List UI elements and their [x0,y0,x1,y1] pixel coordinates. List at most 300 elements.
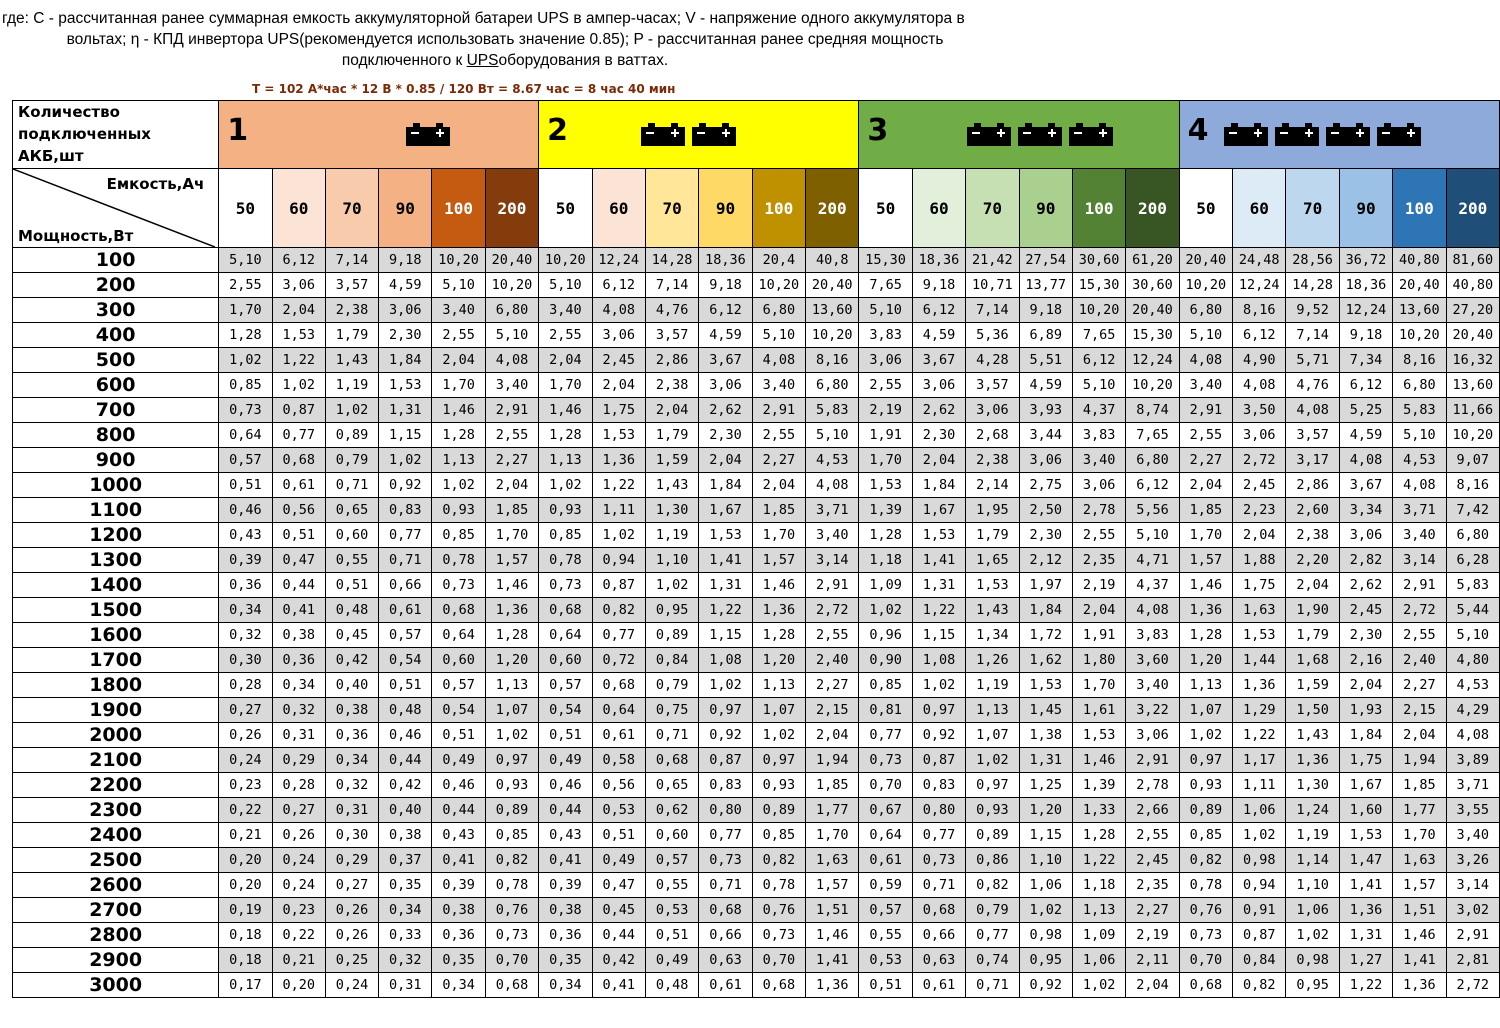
runtime-cell: 1,28 [539,423,592,448]
runtime-cell: 15,30 [859,248,912,273]
runtime-cell: 3,17 [1286,448,1339,473]
runtime-cell: 1,65 [966,548,1019,573]
runtime-cell: 0,68 [1179,973,1232,998]
runtime-cell: 3,06 [699,373,752,398]
runtime-cell: 3,22 [1126,698,1179,723]
runtime-cell: 1,19 [645,523,698,548]
runtime-cell: 6,80 [1446,523,1499,548]
runtime-cell: 0,73 [539,573,592,598]
runtime-cell: 0,57 [379,623,432,648]
table-row [13,948,1500,973]
runtime-cell: 3,06 [859,348,912,373]
runtime-cell: 2,23 [1233,498,1286,523]
runtime-cell: 0,21 [272,948,325,973]
table-row [13,973,1500,998]
runtime-cell: 12,24 [1339,298,1392,323]
runtime-cell: 1,14 [1286,848,1339,873]
runtime-cell: 0,74 [966,948,1019,973]
runtime-cell: 0,35 [539,948,592,973]
runtime-cell: 1,70 [485,523,538,548]
runtime-cell: 1,08 [699,648,752,673]
runtime-cell: 1,13 [966,698,1019,723]
runtime-cell: 0,68 [539,598,592,623]
runtime-cell: 1,91 [859,423,912,448]
runtime-cell: 27,54 [1019,248,1072,273]
power-row-label: 1700 [13,648,219,673]
runtime-cell: 1,28 [485,623,538,648]
runtime-cell: 0,58 [592,748,645,773]
runtime-cell: 2,45 [1339,598,1392,623]
runtime-cell: 0,36 [325,723,378,748]
runtime-cell: 0,93 [1179,773,1232,798]
runtime-cell: 1,20 [752,648,805,673]
runtime-cell: 0,85 [1179,823,1232,848]
runtime-cell: 2,40 [806,648,859,673]
capacity-header: 50 [859,169,912,248]
runtime-cell: 0,84 [1233,948,1286,973]
runtime-cell: 4,08 [1446,723,1499,748]
runtime-cell: 0,38 [432,898,485,923]
table-row [13,423,1500,448]
runtime-cell: 0,78 [485,873,538,898]
runtime-cell: 5,10 [219,248,272,273]
runtime-cell: 0,26 [325,923,378,948]
runtime-cell: 3,06 [379,298,432,323]
runtime-cell: 12,24 [592,248,645,273]
capacity-header: 60 [912,169,965,248]
runtime-cell: 3,40 [1126,673,1179,698]
runtime-cell: 3,71 [1393,498,1446,523]
runtime-cell: 1,44 [1233,648,1286,673]
runtime-cell: 4,59 [699,323,752,348]
runtime-cell: 1,53 [1339,823,1392,848]
runtime-cell: 1,53 [859,473,912,498]
runtime-cell: 6,12 [1072,348,1125,373]
runtime-cell: 0,92 [912,723,965,748]
runtime-cell: 2,38 [966,448,1019,473]
runtime-cell: 0,33 [379,923,432,948]
table-row [13,748,1500,773]
runtime-cell: 7,14 [325,248,378,273]
runtime-cell: 1,28 [752,623,805,648]
runtime-cell: 2,04 [485,473,538,498]
runtime-cell: 0,55 [325,548,378,573]
runtime-cell: 0,68 [485,973,538,998]
runtime-cell: 0,75 [645,698,698,723]
runtime-cell: 0,77 [859,723,912,748]
runtime-cell: 0,67 [859,798,912,823]
runtime-cell: 2,04 [432,348,485,373]
runtime-cell: 4,53 [806,448,859,473]
runtime-cell: 15,30 [1126,323,1179,348]
runtime-cell: 1,22 [1339,973,1392,998]
runtime-cell: 3,57 [966,373,1019,398]
runtime-cell: 1,97 [1019,573,1072,598]
runtime-cell: 10,20 [806,323,859,348]
runtime-cell: 7,65 [1072,323,1125,348]
runtime-cell: 1,25 [1019,773,1072,798]
battery-group-header [859,101,1179,169]
runtime-cell: 0,32 [272,698,325,723]
runtime-cell: 2,72 [1446,973,1499,998]
runtime-cell: 1,63 [1393,848,1446,873]
runtime-cell: 0,76 [1179,898,1232,923]
runtime-cell: 0,62 [645,798,698,823]
runtime-cell: 1,67 [699,498,752,523]
runtime-cell: 2,55 [752,423,805,448]
runtime-cell: 2,72 [1233,448,1286,473]
runtime-cell: 0,65 [325,498,378,523]
runtime-cell: 1,46 [485,573,538,598]
runtime-cell: 10,20 [1446,423,1499,448]
runtime-cell: 1,77 [1393,798,1446,823]
runtime-cell: 1,91 [1072,623,1125,648]
runtime-cell: 0,61 [859,848,912,873]
runtime-cell: 0,68 [752,973,805,998]
runtime-cell: 13,77 [1019,273,1072,298]
runtime-cell: 2,04 [592,373,645,398]
runtime-cell: 5,10 [539,273,592,298]
runtime-cell: 0,92 [379,473,432,498]
runtime-cell: 0,55 [859,923,912,948]
runtime-cell: 1,79 [966,523,1019,548]
runtime-cell: 0,79 [645,673,698,698]
runtime-cell: 1,28 [1072,823,1125,848]
runtime-cell: 0,20 [272,973,325,998]
table-row [13,773,1500,798]
runtime-cell: 1,19 [1286,823,1339,848]
runtime-cell: 0,57 [645,848,698,873]
runtime-cell: 2,91 [752,398,805,423]
runtime-cell: 5,71 [1286,348,1339,373]
runtime-cell: 0,82 [592,598,645,623]
runtime-cell: 1,41 [806,948,859,973]
runtime-cell: 0,77 [272,423,325,448]
runtime-cell: 3,14 [806,548,859,573]
capacity-header: 60 [592,169,645,248]
runtime-cell: 1,53 [699,523,752,548]
runtime-cell: 1,02 [219,348,272,373]
runtime-cell: 1,36 [1339,898,1392,923]
capacity-header: 70 [966,169,1019,248]
runtime-cell: 1,19 [966,673,1019,698]
runtime-cell: 1,08 [912,648,965,673]
runtime-cell: 0,65 [645,773,698,798]
runtime-cell: 3,50 [1233,398,1286,423]
runtime-cell: 0,66 [699,923,752,948]
runtime-cell: 0,34 [325,748,378,773]
runtime-cell: 2,38 [325,298,378,323]
runtime-cell: 0,78 [1179,873,1232,898]
runtime-cell: 0,61 [272,473,325,498]
runtime-cell: 0,77 [912,823,965,848]
runtime-cell: 2,45 [592,348,645,373]
runtime-cell: 1,28 [1179,623,1232,648]
runtime-cell: 1,06 [1286,898,1339,923]
power-row-label: 2700 [13,898,219,923]
runtime-cell: 2,72 [806,598,859,623]
runtime-cell: 1,36 [485,598,538,623]
power-row-label: 1200 [13,523,219,548]
capacity-header: 200 [806,169,859,248]
runtime-cell: 0,72 [592,648,645,673]
runtime-cell: 1,09 [1072,923,1125,948]
runtime-cell: 0,73 [432,573,485,598]
runtime-cell: 1,43 [1286,723,1339,748]
runtime-cell: 6,12 [1126,473,1179,498]
runtime-cell: 1,53 [592,423,645,448]
runtime-cell: 4,08 [485,348,538,373]
runtime-cell: 0,31 [325,798,378,823]
runtime-cell: 7,42 [1446,498,1499,523]
runtime-cell: 1,43 [325,348,378,373]
runtime-cell: 1,02 [1233,823,1286,848]
runtime-cell: 2,55 [539,323,592,348]
capacity-header: 100 [1072,169,1125,248]
runtime-cell: 5,25 [1339,398,1392,423]
runtime-cell: 0,25 [325,948,378,973]
runtime-cell: 1,53 [912,523,965,548]
runtime-cell: 2,04 [699,448,752,473]
runtime-cell: 3,06 [1126,723,1179,748]
runtime-cell: 9,18 [1019,298,1072,323]
runtime-cell: 2,91 [1446,923,1499,948]
runtime-cell: 1,02 [592,523,645,548]
runtime-cell: 1,45 [1019,698,1072,723]
battery-icon [1324,123,1372,147]
runtime-cell: 2,35 [1126,873,1179,898]
runtime-cell: 2,15 [1393,698,1446,723]
runtime-cell: 0,97 [912,698,965,723]
runtime-cell: 1,13 [485,673,538,698]
runtime-cell: 0,85 [219,373,272,398]
runtime-cell: 1,20 [1179,648,1232,673]
runtime-cell: 0,92 [699,723,752,748]
runtime-cell: 6,89 [1019,323,1072,348]
runtime-cell: 0,43 [219,523,272,548]
runtime-cell: 0,92 [1019,973,1072,998]
runtime-cell: 1,41 [912,548,965,573]
runtime-cell: 3,40 [1179,373,1232,398]
runtime-cell: 2,60 [1286,498,1339,523]
runtime-cell: 1,43 [645,473,698,498]
runtime-cell: 2,04 [539,348,592,373]
runtime-cell: 30,60 [1072,248,1125,273]
runtime-cell: 1,57 [1393,873,1446,898]
runtime-cell: 3,83 [859,323,912,348]
corner-axis-labels [13,169,219,248]
runtime-cell: 2,04 [272,298,325,323]
runtime-cell: 20,40 [806,273,859,298]
runtime-cell: 5,10 [1072,373,1125,398]
runtime-cell: 61,20 [1126,248,1179,273]
runtime-cell: 9,07 [1446,448,1499,473]
runtime-cell: 7,65 [1126,423,1179,448]
power-row-label: 1100 [13,498,219,523]
runtime-cell: 0,83 [379,498,432,523]
runtime-cell: 1,85 [485,498,538,523]
runtime-cell: 1,39 [1072,773,1125,798]
runtime-cell: 0,95 [645,598,698,623]
runtime-cell: 1,13 [539,448,592,473]
runtime-cell: 1,85 [1393,773,1446,798]
runtime-cell: 2,11 [1126,948,1179,973]
runtime-cell: 0,46 [219,498,272,523]
battery-group-header [539,101,859,169]
runtime-cell: 4,08 [806,473,859,498]
runtime-cell: 0,48 [645,973,698,998]
runtime-cell: 1,70 [539,373,592,398]
group-header-row [13,101,1500,169]
runtime-cell: 2,55 [219,273,272,298]
runtime-cell: 2,30 [1019,523,1072,548]
runtime-cell: 1,41 [699,548,752,573]
runtime-cell: 8,16 [806,348,859,373]
runtime-cell: 1,22 [1233,723,1286,748]
runtime-cell: 0,38 [325,698,378,723]
runtime-cell: 0,80 [912,798,965,823]
runtime-cell: 0,89 [325,423,378,448]
runtime-cell: 1,02 [432,473,485,498]
runtime-cell: 2,30 [912,423,965,448]
runtime-cell: 0,41 [432,848,485,873]
runtime-cell: 16,32 [1446,348,1499,373]
runtime-cell: 81,60 [1446,248,1499,273]
runtime-cell: 1,79 [645,423,698,448]
runtime-cell: 2,20 [1286,548,1339,573]
runtime-cell: 0,64 [592,698,645,723]
runtime-cell: 2,12 [1019,548,1072,573]
runtime-cell: 0,54 [379,648,432,673]
runtime-cell: 0,32 [219,623,272,648]
runtime-cell: 0,98 [1019,923,1072,948]
runtime-cell: 0,41 [539,848,592,873]
runtime-cell: 1,57 [806,873,859,898]
runtime-cell: 1,15 [912,623,965,648]
runtime-cell: 1,11 [1233,773,1286,798]
runtime-cell: 5,36 [966,323,1019,348]
table-row [13,473,1500,498]
runtime-cell: 5,10 [806,423,859,448]
runtime-cell: 0,49 [432,748,485,773]
runtime-cell: 6,80 [485,298,538,323]
runtime-cell: 0,32 [379,948,432,973]
runtime-cell: 3,40 [1393,523,1446,548]
runtime-cell: 13,60 [1446,373,1499,398]
runtime-cell: 0,32 [325,773,378,798]
power-row-label: 1000 [13,473,219,498]
runtime-cell: 0,87 [912,748,965,773]
runtime-cell: 0,18 [219,923,272,948]
runtime-cell: 1,02 [1072,973,1125,998]
runtime-cell: 1,41 [1339,873,1392,898]
runtime-cell: 1,36 [1393,973,1446,998]
runtime-cell: 1,22 [272,348,325,373]
runtime-cell: 1,36 [1179,598,1232,623]
runtime-cell: 1,10 [1019,848,1072,873]
runtime-cell: 1,57 [752,548,805,573]
runtime-cell: 0,46 [432,773,485,798]
power-row-label: 2500 [13,848,219,873]
runtime-cell: 1,70 [219,298,272,323]
runtime-cell: 1,06 [1233,798,1286,823]
capacity-header: 70 [1286,169,1339,248]
runtime-cell: 3,40 [485,373,538,398]
runtime-cell: 0,64 [432,623,485,648]
battery-icons [1222,123,1423,147]
runtime-cell: 2,86 [1286,473,1339,498]
runtime-cell: 1,85 [752,498,805,523]
table-row [13,298,1500,323]
runtime-cell: 4,80 [1446,648,1499,673]
runtime-cell: 2,82 [1339,548,1392,573]
runtime-cell: 0,64 [219,423,272,448]
runtime-cell: 1,84 [1019,598,1072,623]
runtime-cell: 2,04 [1233,523,1286,548]
corner-title-line: АКБ,шт [18,147,84,165]
runtime-cell: 2,55 [1126,823,1179,848]
runtime-cell: 9,18 [1339,323,1392,348]
runtime-cell: 1,53 [1019,673,1072,698]
runtime-cell: 9,18 [379,248,432,273]
runtime-cell: 1,80 [1072,648,1125,673]
runtime-cell: 8,74 [1126,398,1179,423]
runtime-cell: 2,91 [1179,398,1232,423]
runtime-cell: 0,68 [432,598,485,623]
runtime-cell: 0,48 [379,698,432,723]
capacity-header-row [13,169,1500,248]
runtime-cell: 1,63 [806,848,859,873]
table-row [13,698,1500,723]
runtime-cell: 12,24 [1126,348,1179,373]
runtime-cell: 5,51 [1019,348,1072,373]
runtime-cell: 18,36 [1339,273,1392,298]
runtime-cell: 3,14 [1446,873,1499,898]
capacity-header: 50 [219,169,272,248]
runtime-cell: 0,83 [912,773,965,798]
runtime-cell: 2,27 [1179,448,1232,473]
runtime-cell: 0,61 [592,723,645,748]
runtime-cell: 2,91 [485,398,538,423]
runtime-cell: 1,61 [1072,698,1125,723]
runtime-cell: 1,22 [592,473,645,498]
table-row [13,873,1500,898]
runtime-cell: 0,30 [325,823,378,848]
runtime-cell: 6,80 [806,373,859,398]
runtime-cell: 0,35 [432,948,485,973]
runtime-cell: 1,29 [1233,698,1286,723]
runtime-cell: 2,55 [1072,523,1125,548]
power-row-label: 2000 [13,723,219,748]
runtime-cell: 0,66 [912,923,965,948]
power-row-label: 1300 [13,548,219,573]
table-row [13,348,1500,373]
runtime-cell: 2,55 [1393,623,1446,648]
runtime-cell: 1,02 [645,573,698,598]
runtime-cell: 0,36 [539,923,592,948]
runtime-cell: 2,78 [1126,773,1179,798]
runtime-cell: 0,38 [539,898,592,923]
runtime-cell: 5,10 [485,323,538,348]
runtime-cell: 3,83 [1126,623,1179,648]
battery-icon [1222,123,1270,147]
runtime-cell: 1,41 [1393,948,1446,973]
runtime-cell: 0,77 [379,523,432,548]
power-row-label: 1500 [13,598,219,623]
runtime-cell: 4,08 [1339,448,1392,473]
runtime-cell: 27,20 [1446,298,1499,323]
runtime-cell: 1,15 [1019,823,1072,848]
